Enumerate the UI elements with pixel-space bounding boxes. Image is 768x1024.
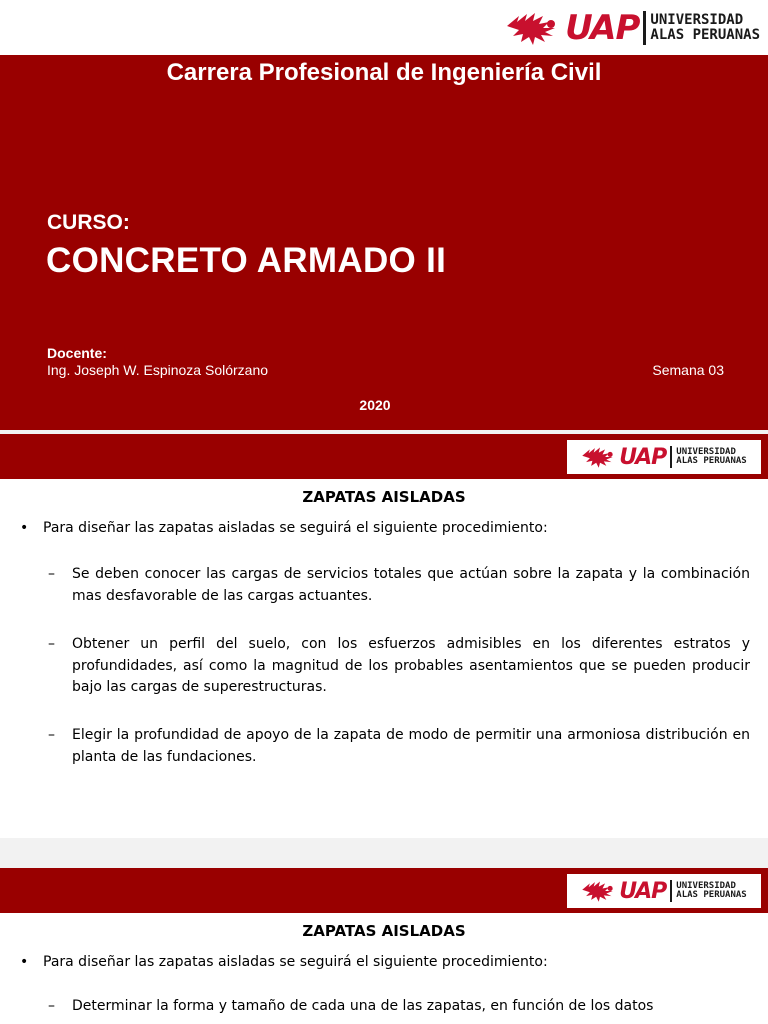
uap-logo-text: UAP (619, 878, 667, 904)
step-text: Obtener un perfil del suelo, con los esfuerzos admisibles en los diferentes estratos y profundidades, así como la magnitud de los probables asentamientos que se pueden producir bajo las cargas de superestructuras. (72, 636, 750, 695)
week-label: Semana 03 (652, 362, 724, 378)
bullet-marker: • (20, 520, 29, 536)
university-name (676, 882, 746, 901)
dash-marker: – (48, 566, 55, 582)
title-band (0, 55, 768, 430)
year-label: 2020 (359, 397, 391, 413)
procedure-step-1 (48, 564, 750, 607)
winged-mascot-icon (505, 8, 565, 48)
university-name-line2: ALAS PERUANAS (676, 890, 747, 900)
logo-divider (643, 11, 646, 45)
uap-logo (505, 6, 760, 50)
docente-name: Ing. Joseph W. Espinoza Solórzano (47, 362, 269, 378)
header-band (0, 434, 768, 479)
uap-logo-text: UAP (619, 444, 667, 470)
bullet-item (20, 954, 752, 970)
university-name-line2: ALAS PERUANAS (676, 456, 747, 466)
university-name (650, 13, 760, 42)
content-slide-1 (0, 434, 768, 838)
step-text: Se deben conocer las cargas de servicios totales que actúan sobre la zapata y la combinación mas desfavorable de las cargas actuantes. (72, 566, 750, 604)
step-text: Elegir la profundidad de apoyo de la zapata de modo de permitir una armoniosa distribución en planta de las fundaciones. (72, 727, 750, 765)
step-text: Determinar la forma y tamaño de cada una de las zapatas, en función de los datos (72, 998, 654, 1014)
docente-label: Docente: (47, 345, 107, 361)
university-name-line1: UNIVERSIDAD (676, 446, 736, 457)
bullet-item (20, 520, 752, 536)
content-slide-2 (0, 868, 768, 1024)
university-name-line1: UNIVERSIDAD (650, 12, 744, 29)
procedure-step-2 (48, 634, 750, 699)
winged-mascot-icon (581, 878, 619, 904)
logo-divider (670, 446, 672, 468)
procedure-step-1 (48, 996, 750, 1018)
bullet-text: Para diseñar las zapatas aisladas se seguirá el siguiente procedimiento: (43, 954, 548, 970)
uap-logo-text: UAP (565, 8, 640, 48)
bullet-text: Para diseñar las zapatas aisladas se seguirá el siguiente procedimiento: (43, 520, 548, 536)
uap-logo (567, 440, 761, 474)
procedure-step-3 (48, 725, 750, 768)
uap-logo (567, 874, 761, 908)
winged-mascot-icon (581, 444, 619, 470)
university-name-line1: UNIVERSIDAD (676, 880, 736, 891)
header-band (0, 868, 768, 913)
university-name (676, 448, 746, 467)
bullet-marker: • (20, 954, 29, 970)
logo-divider (670, 880, 672, 902)
course-name: CONCRETO ARMADO II (46, 241, 447, 280)
program-title: Carrera Profesional de Ingeniería Civil (166, 59, 602, 86)
dash-marker: – (48, 998, 55, 1014)
slide-separator (0, 838, 768, 868)
dash-marker: – (48, 636, 55, 652)
dash-marker: – (48, 727, 55, 743)
slide-heading: ZAPATAS AISLADAS (302, 488, 466, 506)
university-name-line2: ALAS PERUANAS (650, 27, 760, 43)
course-label: CURSO: (47, 211, 130, 234)
slide-heading: ZAPATAS AISLADAS (302, 922, 466, 940)
title-slide (0, 0, 768, 430)
